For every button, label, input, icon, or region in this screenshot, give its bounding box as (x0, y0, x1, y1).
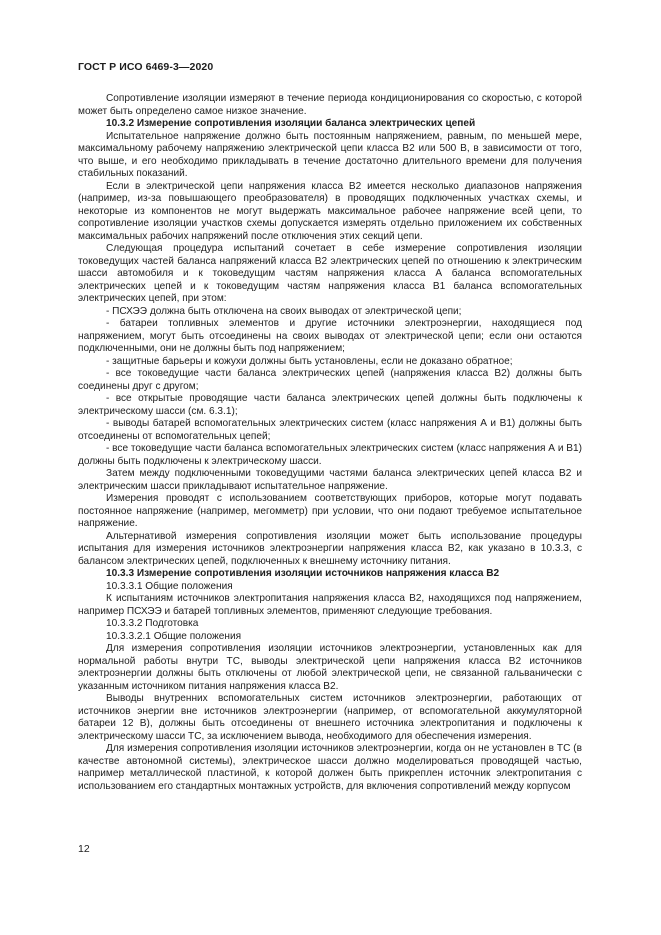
paragraph: Измерения проводят с использованием соответствующих приборов, которые могут подавать постоянное напряжение (например, мегомметр) при условии, что они подают требуемое испытательное напряжение. (78, 493, 582, 529)
paragraph: Сопротивление изоляции измеряют в течение периода кондиционирования со скоростью, с которой может быть определено самое низкое значение. (78, 93, 582, 117)
paragraph: К испытаниям источников электропитания напряжения класса В2, находящихся под напряжением, например ПСХЭЭ и батарей топливных элементов, применяют следующие требования. (78, 593, 582, 617)
list-item: - выводы батарей вспомогательных электрических систем (класс напряжения А и В1) должны быть отсоединены от вспомогательных цепей; (78, 418, 582, 442)
paragraph: Выводы внутренних вспомогательных систем источников электроэнергии, работающих от источников энергии вне источников электроэнергии (например, от вспомогательной аккумуляторной батареи 12 В), должны быть отсоединены от внешнего источника электропитания и подключены к электрическому шасси ТС, за исключением вывода, необходимого для обеспечения измерения. (78, 693, 582, 742)
list-item: - все открытые проводящие части баланса электрических цепей должны быть подключены к электрическому шасси (см. 6.3.1); (78, 393, 582, 417)
paragraph: Следующая процедура испытаний сочетает в себе измерение сопротивления изоляции токоведущих частей баланса напряжений класса В2 электрических цепей по отношению к электрическим шасси автомобиля и к токоведущим частям напряжения класса А баланса вспомогательных электрических цепей и к токоведущим частям напряжения класса В1 баланса вспомогательных электрических цепей, при этом: (78, 243, 582, 304)
document-header: ГОСТ Р ИСО 6469-3—2020 (78, 61, 214, 73)
paragraph: Если в электрической цепи напряжения класса В2 имеется несколько диапазонов напряжения (например, из-за повышающего преобразователя) в проводящих подключенных участках схемы, и некоторые из компонентов не могут выдержать максимальное рабочее напряжение всей цепи, то сопротивление изоляции участков схемы допускается измерять отдельно приложением их собственных максимальных рабочих напряжений после отключения этих секций цепи. (78, 180, 582, 242)
paragraph: Испытательное напряжение должно быть постоянным напряжением, равным, по меньшей мере, максимальному рабочему напряжению электрической цепи класса В2 или 500 В, в зависимости от того, что выше, и его необходимо прикладывать в течение достаточно длительного времени для получения стабильных показаний. (78, 130, 582, 179)
page-number: 12 (78, 843, 90, 855)
paragraph: Альтернативой измерения сопротивления изоляции может быть использование процедуры испытания для измерения источников электроэнергии напряжения класса В2, как указано в 10.3.3, с балансом электрических цепей, подключенных к внешнему источнику питания. (78, 530, 582, 567)
subsection-title: 10.3.3.1 Общие положения (106, 580, 233, 592)
list-item: - батареи топливных элементов и другие источники электроэнергии, находящиеся под напряжением, могут быть отсоединены на своих выводах от электрической цепи; если они остаются подключенными, они не должны быть под напряжением; (78, 318, 582, 354)
subsection-title: 10.3.3.2.1 Общие положения (106, 630, 242, 642)
list-item: - ПСХЭЭ должна быть отключена на своих выводах от электрической цепи; (106, 305, 462, 317)
section-heading: 10.3.2 Измерение сопротивления изоляции баланса электрических цепей (106, 118, 476, 129)
paragraph: Затем между подключенными токоведущими частями баланса электрических цепей класса В2 и электрическим шасси прикладывают испытательное напряжение. (78, 468, 582, 492)
subsection-title: 10.3.3.2 Подготовка (106, 618, 199, 629)
section-heading: 10.3.3 Измерение сопротивления изоляции источников напряжения класса В2 (106, 568, 500, 579)
paragraph: Для измерения сопротивления изоляции источников электроэнергии, когда он не установлен в ТС (в качестве автономной системы), электрическое шасси должно моделироваться проводящей частью, например металлической пластиной, к которой должен быть прикреплен источник электропитания с использованием его стандартных монтажных устройств, для включения сопротивлений между корпусом (78, 743, 582, 792)
document-body (78, 93, 582, 793)
list-item: - все токоведущие части баланса электрических цепей (напряжения класса В2) должны быть соединены друг с другом; (78, 368, 582, 392)
paragraph: Для измерения сопротивления изоляции источников электроэнергии, установленных как для нормальной работы внутри ТС, выводы электрической цепи напряжения класса В2 источников электроэнергии должны быть отключены от любой электрической цепи, не связанной гальванически с указанным источником питания напряжения класса В2. (78, 643, 582, 692)
list-item: - защитные барьеры и кожухи должны быть установлены, если не доказано обратное; (106, 355, 513, 367)
list-item: - все токоведущие части баланса вспомогательных электрических систем (класс напряжения А и В1) должны быть подключены к электрическому шасси. (78, 443, 582, 467)
